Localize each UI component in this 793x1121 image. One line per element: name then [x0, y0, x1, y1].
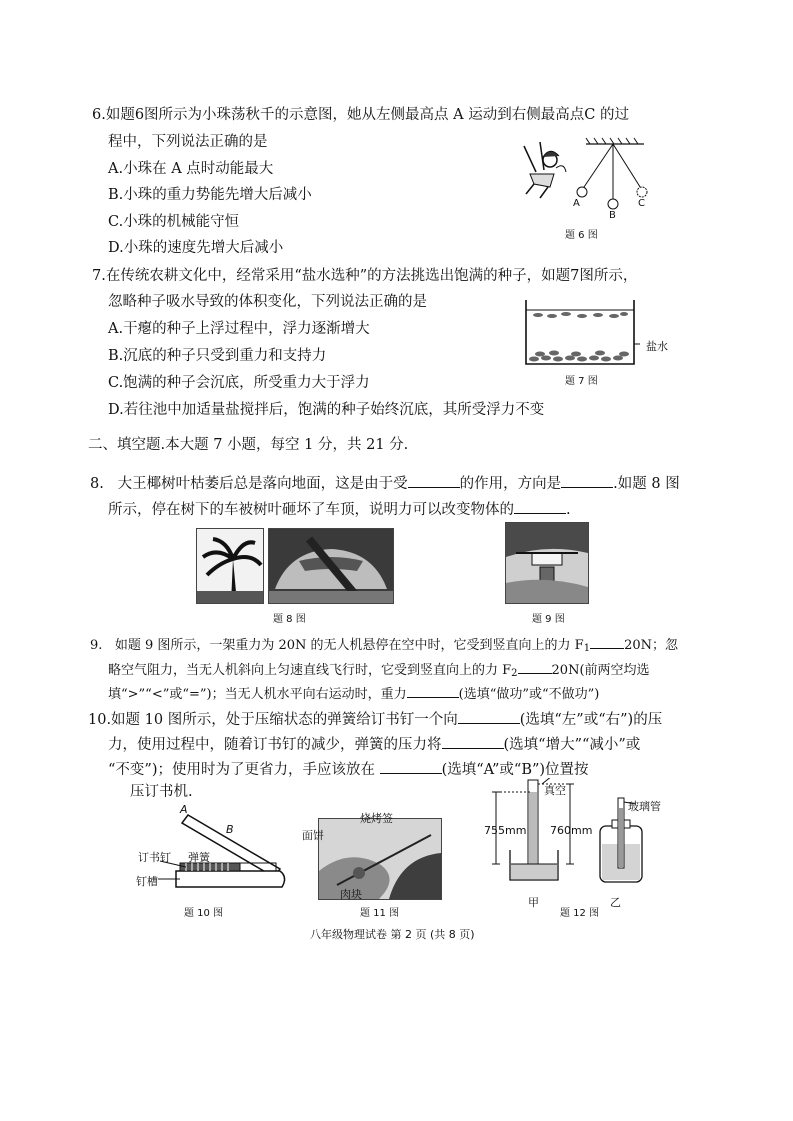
q10-blank-1[interactable] [458, 709, 520, 724]
q6-label-b: B [609, 210, 616, 221]
q7-label-brine: 盐水 [646, 340, 668, 353]
q10-label-b: B [226, 823, 234, 836]
q9-drone-photo [505, 522, 589, 604]
q10-blank-2[interactable] [442, 734, 504, 749]
q6-option-b: B.小珠的重力势能先增大后减小 [108, 187, 312, 203]
q9-line1: 9. 如题 9 图所示，一架重力为 20N 的无人机悬停在空中时，它受到竖直向上的力 $F_1$ 20N；忽 [90, 634, 678, 659]
q6-label-a: A [573, 198, 580, 209]
q6-option-c: C.小珠的机械能守恒 [108, 214, 240, 230]
q9-blank-1[interactable] [590, 634, 624, 649]
q12-label-jia: 甲 [528, 896, 539, 909]
q12-label-yi: 乙 [610, 896, 621, 909]
q9-line3: 填“>”“<”或“=”)；当无人机水平向右运动时，重力 (选填“做功”或“不做功”) [108, 683, 599, 705]
q9-blank-2[interactable] [518, 659, 552, 674]
q8-line1: 8. 大王椰树叶枯萎后总是落向地面，这是由于受 的作用，方向是 .如题 8 图 [90, 473, 680, 494]
q7-brine-tank-figure [520, 296, 640, 368]
q8-blank-1[interactable] [408, 473, 460, 488]
q7-stem-line2: 忽略种子吸水导致的体积变化，下列说法正确的是 [108, 294, 427, 310]
q12-label-glass-tube: 玻璃管 [628, 800, 661, 813]
q10-figure-caption: 题 10 图 [184, 908, 224, 919]
q8-number: 8. [90, 476, 104, 492]
q12-label-vacuum: 真空 [544, 784, 566, 797]
q11-label-meat: 肉块 [340, 888, 362, 901]
q8-figure-caption: 题 8 图 [273, 614, 306, 625]
q10-label-spring: 弹簧 [188, 851, 210, 864]
q10-line1: 10.如题 10 图所示，处于压缩状态的弹簧给订书钉一个向 (选填“左”或“右”)的压 [88, 709, 662, 730]
q10-label-a: A [180, 803, 188, 816]
page-footer: 八年级物理试卷 第 2 页 (共 8 页) [310, 928, 475, 941]
q8-palm-tree-photo [196, 528, 264, 604]
q7-figure-caption: 题 7 图 [565, 376, 598, 387]
q8-damaged-car-photo [268, 528, 394, 604]
q6-option-a: A.小珠在 A 点时动能最大 [108, 161, 274, 177]
q10-line4: 压订书机. [130, 784, 193, 800]
q11-label-skewer: 烧烤签 [360, 812, 393, 825]
q9-blank-3[interactable] [407, 683, 459, 698]
q6-swing-figure [510, 132, 660, 222]
q6-option-d: D.小珠的速度先增大后减小 [108, 240, 284, 256]
q8-line2: 所示，停在树下的车被树叶砸坏了车顶，说明力可以改变物体的 . [108, 499, 571, 520]
q10-label-staple: 订书钉 [138, 851, 171, 864]
q6-label-c: C [638, 198, 645, 209]
q7-option-a: A.干瘪的种子上浮过程中，浮力逐渐增大 [108, 321, 370, 337]
q9-number: 9. [90, 638, 103, 653]
q6-stem-line2: 程中，下列说法正确的是 [108, 134, 268, 150]
q7-option-b: B.沉底的种子只受到重力和支持力 [108, 348, 327, 364]
q8-blank-3[interactable] [514, 499, 566, 514]
q8-blank-2[interactable] [561, 473, 613, 488]
q12-label-755mm: 755mm [484, 824, 527, 837]
q7-option-c: C.饱满的种子会沉底，所受重力大于浮力 [108, 375, 370, 391]
q10-line3: “不变”)；使用时为了更省力，手应该放在 (选填“A”或“B”)位置按 [108, 759, 589, 780]
q11-figure-caption: 题 11 图 [360, 908, 400, 919]
q11-skewer-photo [318, 818, 442, 900]
q7-option-d: D.若往池中加适量盐搅拌后，饱满的种子始终沉底，其所受浮力不变 [108, 402, 545, 418]
q11-label-flatbread: 面饼 [302, 829, 324, 842]
q10-stapler-figure [130, 805, 290, 900]
q6-stem-line1: 6.如题6图所示为小珠荡秋千的示意图，她从左侧最高点 A 运动到右侧最高点C 的过 [92, 107, 629, 123]
q6-figure-caption: 题 6 图 [565, 230, 598, 241]
q10-line2: 力，使用过程中，随着订书钉的减少，弹簧的压力将 (选填“增大”“减小”或 [108, 734, 640, 755]
q9-line2: 略空气阻力，当无人机斜向上匀速直线飞行时，它受到竖直向上的力 $F_2$ 20N(前两空均选 [108, 659, 650, 684]
q12-label-760mm: 760mm [550, 824, 593, 837]
q7-stem-line1: 7.在传统农耕文化中，经常采用“盐水选种”的方法挑选出饱满的种子，如题7图所示， [92, 268, 638, 284]
q10-blank-3[interactable] [380, 759, 442, 774]
q9-figure-caption: 题 9 图 [532, 614, 565, 625]
q10-label-groove: 钉槽 [136, 875, 158, 888]
section-fill-in-heading: 二、填空题.本大题 7 小题，每空 1 分，共 21 分. [88, 437, 409, 453]
q12-figure-caption: 题 12 图 [560, 908, 600, 919]
